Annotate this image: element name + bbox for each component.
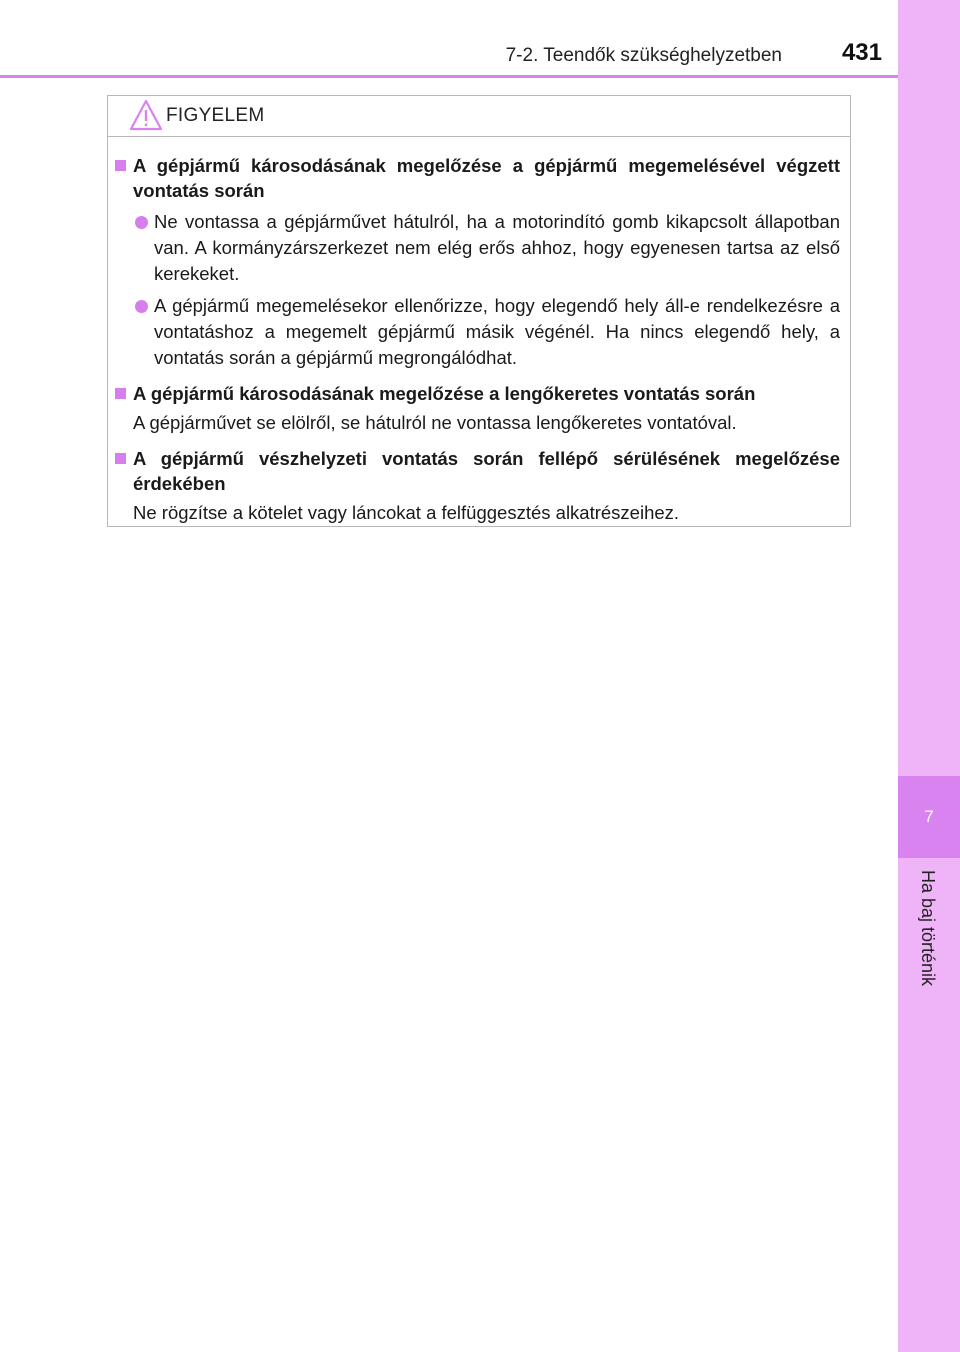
section-heading: A gépjármű vészhelyzeti vontatás során fellépő sérülésének megelőzése érdekében <box>133 447 840 494</box>
bullet-item <box>133 293 840 371</box>
warning-triangle-icon <box>128 98 164 132</box>
warning-section-3 <box>133 446 840 526</box>
square-bullet-icon <box>115 388 126 399</box>
warning-title: FIGYELEM <box>166 105 265 126</box>
bullet-text: Ne vontassa a gépjárművet hátulról, ha a motorindító gomb kikapcsolt állapotban van. A kormányzárszerkezet nem elég erős ahhoz, hogy egyenesen tartsa az első kerekeket. <box>154 211 840 284</box>
square-bullet-icon <box>115 160 126 171</box>
bullet-item <box>133 209 840 287</box>
warning-body <box>108 137 850 525</box>
dot-bullet-icon <box>135 216 148 229</box>
section-text: Ne rögzítse a kötelet vagy láncokat a felfüggesztés alkatrészeihez. <box>133 501 680 523</box>
page-header <box>0 0 898 80</box>
warning-section-1 <box>133 153 840 371</box>
page-number: 431 <box>841 39 882 66</box>
warning-box <box>107 95 851 527</box>
bullet-text: A gépjármű megemelésekor ellenőrizze, hogy elegendő hely áll-e rendelkezésre a vontatáshoz a megemelt gépjármű másik végénél. Ha nincs elegendő hely, a vontatás során a gépjármű megrongálódhat. <box>154 295 840 368</box>
square-bullet-icon <box>115 453 126 464</box>
section-heading: A gépjármű károsodásának megelőzése a gépjármű megemelésével végzett vontatás során <box>133 155 840 201</box>
warning-header <box>108 96 850 137</box>
header-rule <box>0 75 898 78</box>
warning-section-2 <box>133 381 840 436</box>
section-heading: A gépjármű károsodásának megelőzése a lengőkeretes vontatás során <box>133 383 756 404</box>
section-text: A gépjárművet se elölről, se hátulról ne vontassa lengőkeretes vontatóval. <box>133 412 737 433</box>
side-tab <box>898 0 960 1352</box>
chapter-title: Ha baj történik <box>918 870 938 987</box>
section-title: 7-2. Teendők szükséghelyzetben <box>505 45 782 66</box>
chapter-number-badge <box>898 776 960 858</box>
dot-bullet-icon <box>135 300 148 313</box>
chapter-number: 7 <box>924 807 934 826</box>
